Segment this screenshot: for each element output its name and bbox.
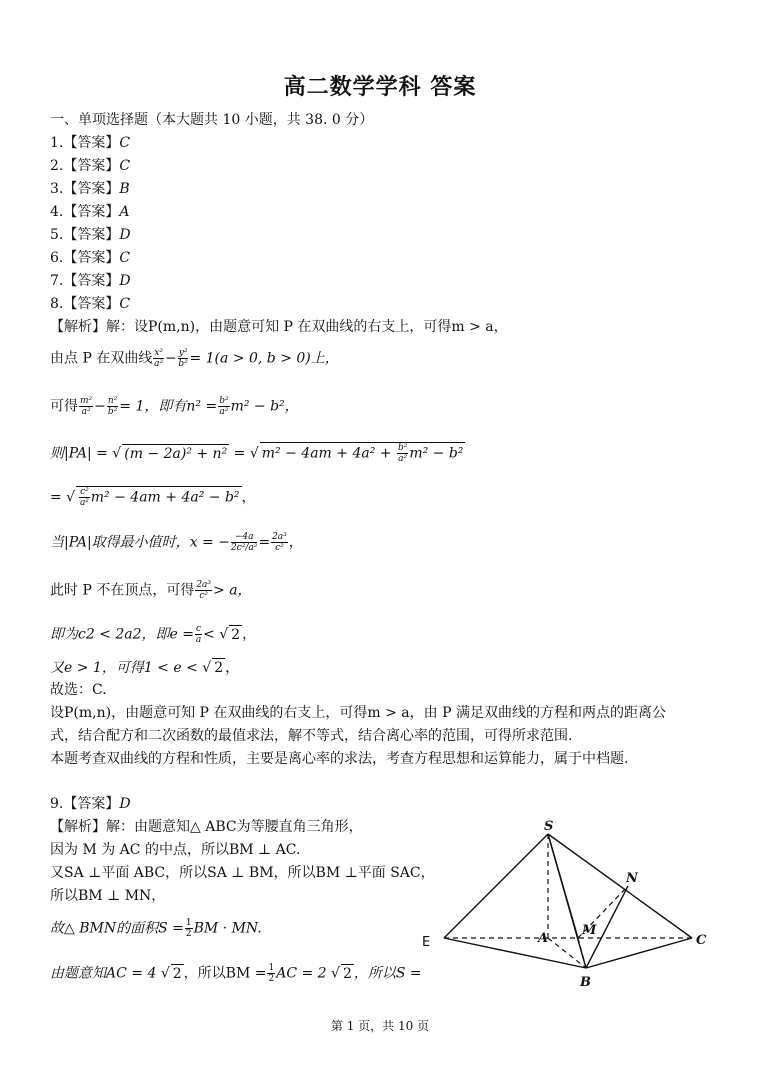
- solution-line: 当|PA|取得最小值时，x = − $\frac{-4a}{\text{2c²/a²}}$ = $\frac{\text{2a³}}{\text{c²}}$ ，: [50, 532, 303, 553]
- answer-item: 5.【答案】D: [50, 227, 131, 243]
- page-footer: 第 1 页，共 10 页: [330, 1019, 430, 1033]
- edge-EB: [444, 938, 586, 968]
- answer-item: 1.【答案】C: [50, 135, 131, 151]
- solution-line: 即为c2 < 2a2，即e = $\frac{c}{a}$ < √ 2 ，: [50, 624, 257, 645]
- answer-item: 6.【答案】C: [50, 250, 131, 266]
- solution-line: 故选：C.: [50, 682, 107, 698]
- solution-line: 又SA ⊥平面 ABC，所以SA ⊥ BM，所以BM ⊥平面 SAC，: [50, 865, 435, 881]
- label-A: A: [538, 931, 549, 946]
- label-M: M: [582, 923, 597, 938]
- answer-item: 9.【答案】D: [50, 796, 131, 812]
- edge-SC: [548, 834, 692, 938]
- solution-line: = √ $\frac{\text{c²}}{\text{a²}}$ m² − 4am + 4a² − b² ，: [50, 487, 256, 508]
- label-N: N: [626, 871, 638, 886]
- solution-line: 则|PA| = √ (m − 2a)² + n² = √ m² − 4am + 4a² + $\frac{\text{b²}}{\text{a²}}$ m² − b²: [50, 443, 464, 464]
- solution-line: 设P(m,n)，由题意可知 P 在双曲线的右支上，可得m > a，由 P 满足双曲线的方程和两点的距离公: [50, 705, 666, 721]
- solution-line: 故△ BMN的面积S = $\frac{1}{2}$ BM · MN.: [50, 918, 262, 939]
- answer-item: 4.【答案】A: [50, 204, 130, 220]
- solution-line: 又e > 1，可得1 < e < √ 2 ，: [50, 660, 240, 676]
- label-S: S: [544, 819, 554, 834]
- edge-BC: [586, 938, 692, 968]
- solution-line: 式，结合配方和二次函数的最值求法，解不等式，结合离心率的范围，可得所求范围.: [50, 728, 573, 744]
- section-heading: 一、单项选择题（本大题共 10 小题，共 38. 0 分）: [50, 112, 374, 128]
- solution-line: 所以BM ⊥ MN，: [50, 888, 166, 904]
- solution-line: 【解析】解：由题意知△ ABC为等腰直角三角形，: [50, 819, 363, 835]
- answer-item: 7.【答案】D: [50, 273, 131, 289]
- edge-SE: [444, 834, 548, 938]
- geometry-figure: [420, 818, 720, 998]
- solution-line: 因为 M 为 AC 的中点，所以BM ⊥ AC.: [50, 842, 301, 858]
- answer-item: 3.【答案】B: [50, 181, 130, 197]
- answer-item: 2.【答案】C: [50, 158, 131, 174]
- label-E: E: [422, 935, 431, 950]
- solution-line: 此时 P 不在顶点，可得 $\frac{\text{2a³}}{\text{c²}}$ > a，: [50, 580, 252, 601]
- solution-line: 【解析】解：设P(m,n)，由题意可知 P 在双曲线的右支上，可得m > a，: [50, 319, 508, 335]
- page-title: 高二数学学科 答案: [283, 75, 477, 100]
- answer-item: 8.【答案】C: [50, 296, 131, 312]
- label-C: C: [696, 933, 707, 948]
- solution-line: 可得 $\frac{\text{m²}}{\text{a²}}$ − $\frac{\text{n²}}{\text{b²}}$ = 1，即有n² = $\frac{\text{b²}}{\text{a²}}$ m² − b²，: [50, 396, 299, 417]
- solution-line: 由题意知AC = 4 √ 2 ，所以BM = $\frac{1}{2}$ AC = 2 √ 2 ，所以S =: [50, 963, 422, 984]
- edge-SM: [548, 834, 578, 938]
- solution-line: 由点 P 在双曲线 $\frac{\text{x²}}{\text{a²}}$ − $\frac{\text{y²}}{\text{b²}}$ = 1(a > 0, b > 0)上，: [50, 348, 339, 369]
- label-B: B: [580, 975, 591, 990]
- solution-line: 本题考查双曲线的方程和性质，主要是离心率的求法，考查方程思想和运算能力，属于中档题.: [50, 751, 629, 767]
